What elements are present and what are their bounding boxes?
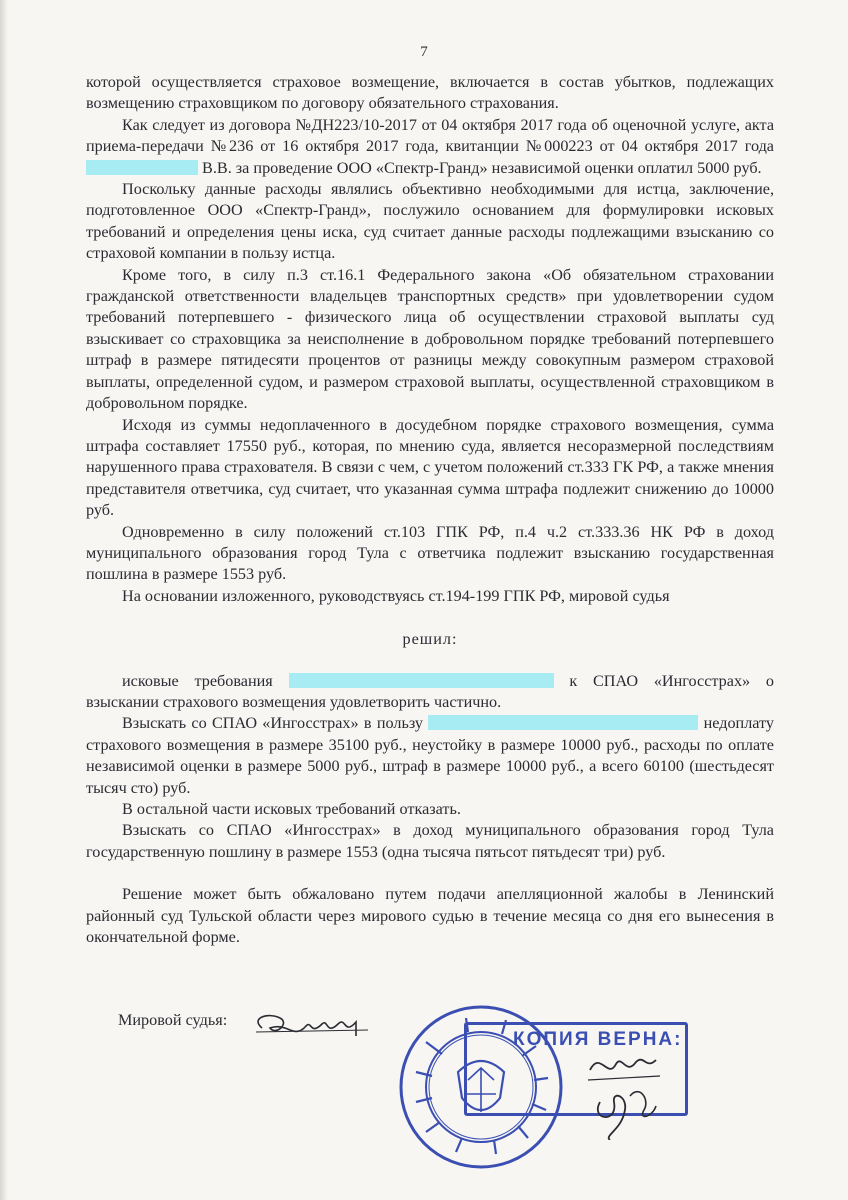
- judge-signature: [248, 1006, 378, 1046]
- paragraph: Одновременно в силу положений ст.103 ГПК РФ, п.4 ч.2 ст.333.36 НК РФ в доход муниципального образования город Тула с ответчика подлежит взысканию государственная пошлина в размере 1553 руб.: [86, 522, 774, 584]
- stamp-title: КОПИЯ ВЕРНА:: [513, 1029, 683, 1050]
- paragraph: [86, 713, 774, 799]
- paragraph: [86, 671, 774, 714]
- redacted-name: [86, 160, 198, 175]
- paragraph: Поскольку данные расходы являлись объективно необходимыми для истца, заключение, подготовленное ООО «Спектр-Гранд», послужило основанием для формулировки исковых требований и определения цены иска, суд считает данные расходы подлежащими взысканию со страховой компании в пользу истца.: [86, 180, 774, 263]
- judge-signature-label: Мировой судья:: [118, 1011, 228, 1029]
- document-body: [86, 72, 774, 948]
- paragraph-text: недоплату страхового возмещения в размере 35100 руб., неустойку в размере 10000 руб., расходы по оплате независимой оценки в размере 5000 руб., штраф в размере 10000 руб., а всего 60100 (шестьдесят тысяч сто) руб.: [86, 714, 775, 797]
- paragraph: Исходя из суммы недоплаченного в досудебном порядке страхового возмещения, сумма штрафа составляет 17550 руб., которая, по мнению суда, является несоразмерной последствиям нарушенного права страхователя. В связи с чем, с учетом положений ст.333 ГК РФ, а также мнения представителя ответчика, суд считает, что указанная сумма штрафа подлежит снижению до 10000 руб.: [86, 415, 774, 520]
- paragraph: На основании изложенного, руководствуясь ст.194-199 ГПК РФ, мировой судья: [122, 586, 670, 605]
- paragraph: Взыскать со СПАО «Ингосстрах» в доход муниципального образования город Тула государственную пошлину в размере 1553 (одна тысяча пятьсот пятьдесят три) руб.: [86, 821, 774, 861]
- paragraph: В остальной части исковых требований отказать.: [122, 800, 461, 818]
- paragraph-text: Как следует из договора №ДН223/10-2017 от 04 октября 2017 года об оценочной услуге, акта приема-передачи №236 от 16 октября 2017 года, квитанции №000223 от 04 октября 2017 года: [86, 115, 774, 156]
- paragraph-text: Взыскать со СПАО «Ингосстрах» в пользу: [122, 714, 423, 733]
- certification-signature: [560, 1040, 680, 1140]
- paragraph-text: В.В. за проведение ООО «Спектр-Гранд» независимой оценки оплатил 5000 руб.: [202, 158, 762, 177]
- page-edge: [0, 0, 8, 1200]
- redacted-name: [428, 715, 698, 730]
- paragraph: [86, 115, 774, 179]
- paragraph: Решение может быть обжаловано путем подачи апелляционной жалобы в Ленинский районный суд Тульской области через мирового судью в течение месяца со дня его вынесения в окончательной форме.: [86, 885, 774, 947]
- page-number: 7: [420, 44, 428, 60]
- paragraph: которой осуществляется страховое возмещение, включается в состав убытков, подлежащих возмещению страховщиком по договору обязательного страхования.: [86, 73, 774, 113]
- decision-heading: решил:: [402, 630, 458, 649]
- paragraph: Кроме того, в силу п.3 ст.16.1 Федерального закона «Об обязательном страховании гражданской ответственности владельцев транспортных средств» при удовлетворении судом требований потерпевшего - физического лица об осуществлении страховой выплаты суд взыскивает со страховщика за неисполнение в добровольном порядке требований потерпевшего штраф в размере пятидесяти процентов от разницы между совокупным размером страховой выплаты, определенной судом, и размером страховой выплаты, осуществленной страховщиком в добровольном порядке.: [86, 265, 774, 413]
- paragraph-text: исковые требования: [122, 671, 273, 690]
- paragraph-text: к СПАО «Ингосстрах» о взыскании страхового возмещения удовлетворить частично.: [86, 671, 775, 711]
- redacted-name: [289, 673, 554, 688]
